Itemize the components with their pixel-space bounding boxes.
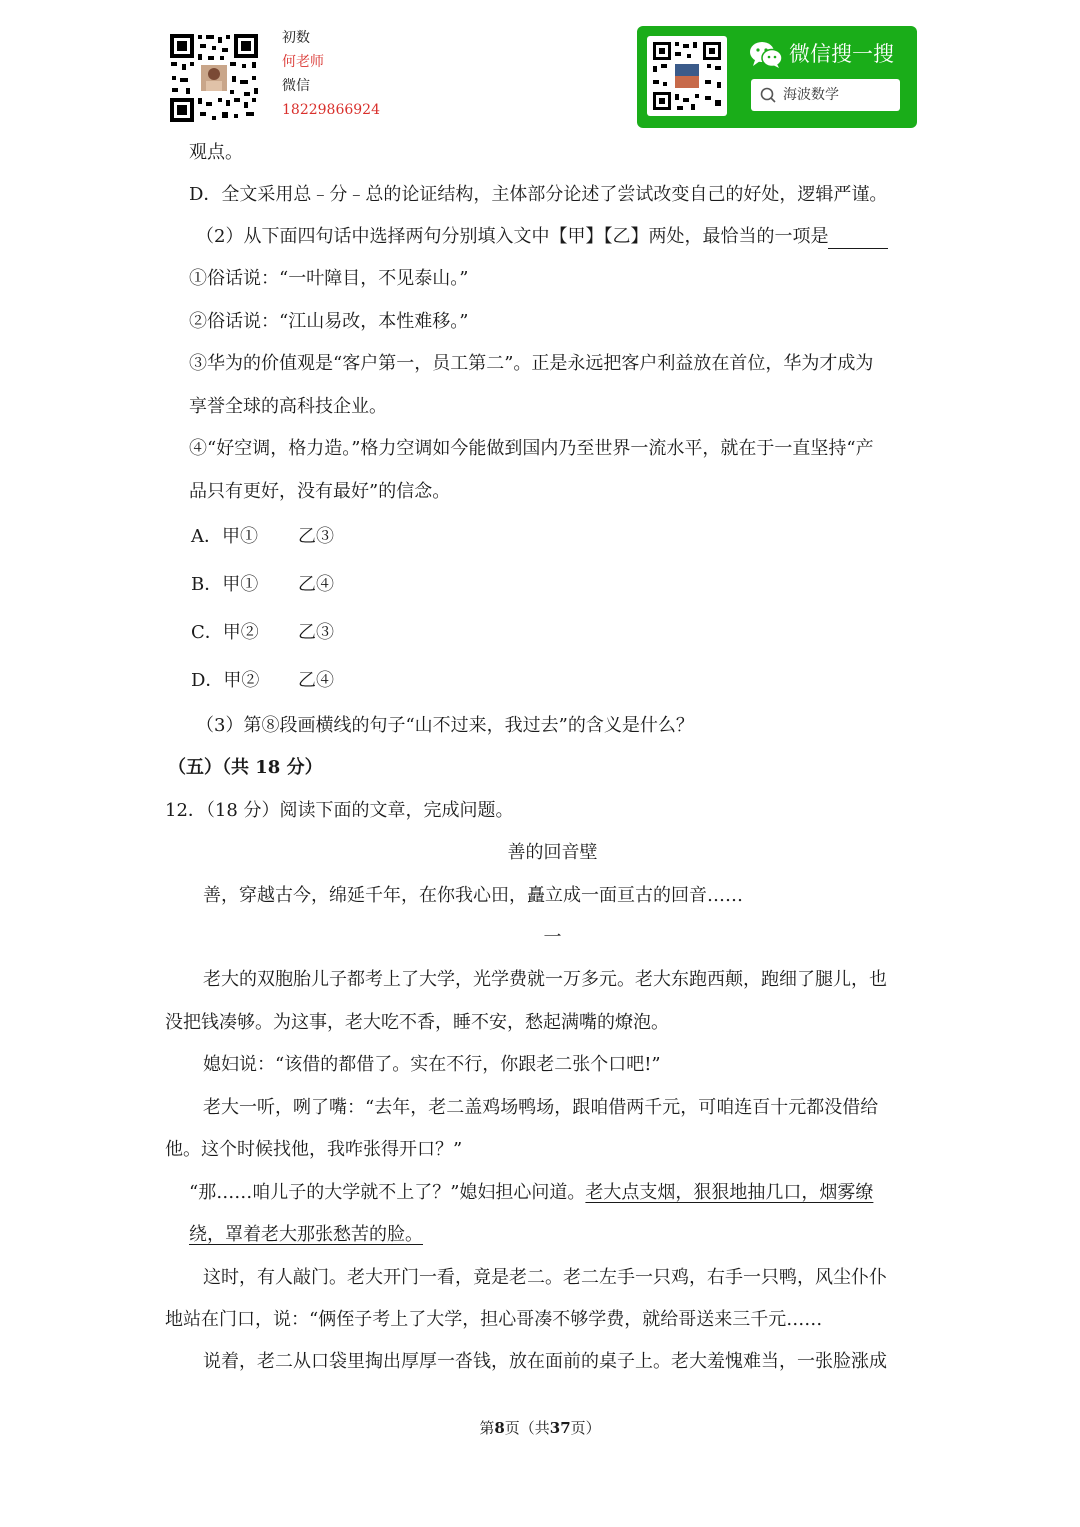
wechat-search-card [637,26,917,128]
option-c: C．甲② 乙③ [191,622,334,643]
underlined-sentence: 老大点支烟，狠狠地抽几口，烟雾缭 [585,1182,874,1203]
paragraph-5: 这时，有人敲门。老大开门一看，竟是老二。老二左手一只鸡，右手一只鸭，风尘仆仆 [203,1267,887,1288]
paragraph-5-cont: 地站在门口，说：“俩侄子考上了大学，担心哥凑不够学费，就给哥送来三千元…… [165,1309,823,1330]
contact-wechat-label: 微信 [282,78,310,94]
option-d: D．甲② 乙④ [191,670,334,691]
sentence-2: ②俗话说：“江山易改，本性难移。” [189,311,469,332]
sentence-3: ③华为的价值观是“客户第一，员工第二”。正是永远把客户利益放在首位，华为才成为 [189,353,874,374]
sentence-4-cont: 品只有更好，没有最好”的信念。 [189,481,451,502]
paragraph-1-cont: 没把钱凑够。为这事，老大吃不香，睡不安，愁起满嘴的燎泡。 [165,1012,669,1033]
text-line: 观点。 [189,142,243,163]
contact-name: 何老师 [282,54,324,70]
option-a: A．甲① 乙③ [191,526,334,547]
total-pages: 37 [549,1419,571,1437]
page-number: 8 [494,1419,505,1437]
paragraph-4-cont: 绕，罩着老大那张愁苦的脸。 [189,1224,423,1245]
article-title: 善的回音壁 [507,842,598,863]
paragraph-3: 老大一听，咧了嘴：“去年，老二盖鸡场鸭场，跟咱借两千元，可咱连百十元都没借给 [203,1097,879,1118]
section-heading: （五）（共 18 分） [168,757,323,778]
wechat-search-text: 海波数学 [783,87,839,103]
answer-blank [828,230,888,249]
paragraph-1: 老大的双胞胎儿子都考上了大学，光学费就一万多元。老大东跑西颠，跑细了腿儿，也 [203,969,887,990]
paragraph-3-cont: 他。这个时候找他，我咋张得开口？” [165,1139,463,1160]
wechat-qr-code [647,36,727,116]
question-2: （2）从下面四句话中选择两句分别填入文中【甲】【乙】两处，最恰当的一项是 [196,225,888,249]
paragraph-4: “那……咱儿子的大学就不上了？”媳妇担心问道。老大点支烟，狠狠地抽几口，烟雾缭 [189,1182,874,1203]
option-d-statement: D．全文采用总﹣分﹣总的论证结构，主体部分论述了尝试改变自己的好处，逻辑严谨。 [189,184,888,205]
qr-code-image [168,32,260,124]
contact-phone: 18229866924 [282,102,380,118]
sentence-3-cont: 享誉全球的高科技企业。 [189,396,387,417]
sentence-1: ①俗话说：“一叶障目，不见泰山。” [189,268,469,289]
question-3: （3）第⑧段画横线的句子“山不过来，我过去”的含义是什么？ [196,715,694,736]
paragraph-6: 说着，老二从口袋里掏出厚厚一沓钱，放在面前的桌子上。老大羞愧难当，一张脸涨成 [203,1351,887,1372]
contact-subject: 初数 [282,30,310,46]
part-number: 一 [543,927,562,948]
sentence-4: ④“好空调，格力造。”格力空调如今能做到国内乃至世界一流水平，就在于一直坚持“产 [189,438,874,459]
wechat-search-title: 微信搜一搜 [789,42,894,66]
wechat-search-box[interactable] [751,79,900,111]
search-icon [760,87,776,103]
question-12: 12．（18 分）阅读下面的文章，完成问题。 [165,800,514,821]
paragraph-2: 媳妇说：“该借的都借了。实在不行，你跟老二张个口吧!” [203,1054,661,1075]
option-b: B．甲① 乙④ [191,574,334,595]
contact-info [282,26,380,122]
article-intro: 善，穿越古今，绵延千年，在你我心田，矗立成一面亘古的回音…… [203,885,743,906]
page-footer: 第8页（共37页） [479,1419,601,1437]
